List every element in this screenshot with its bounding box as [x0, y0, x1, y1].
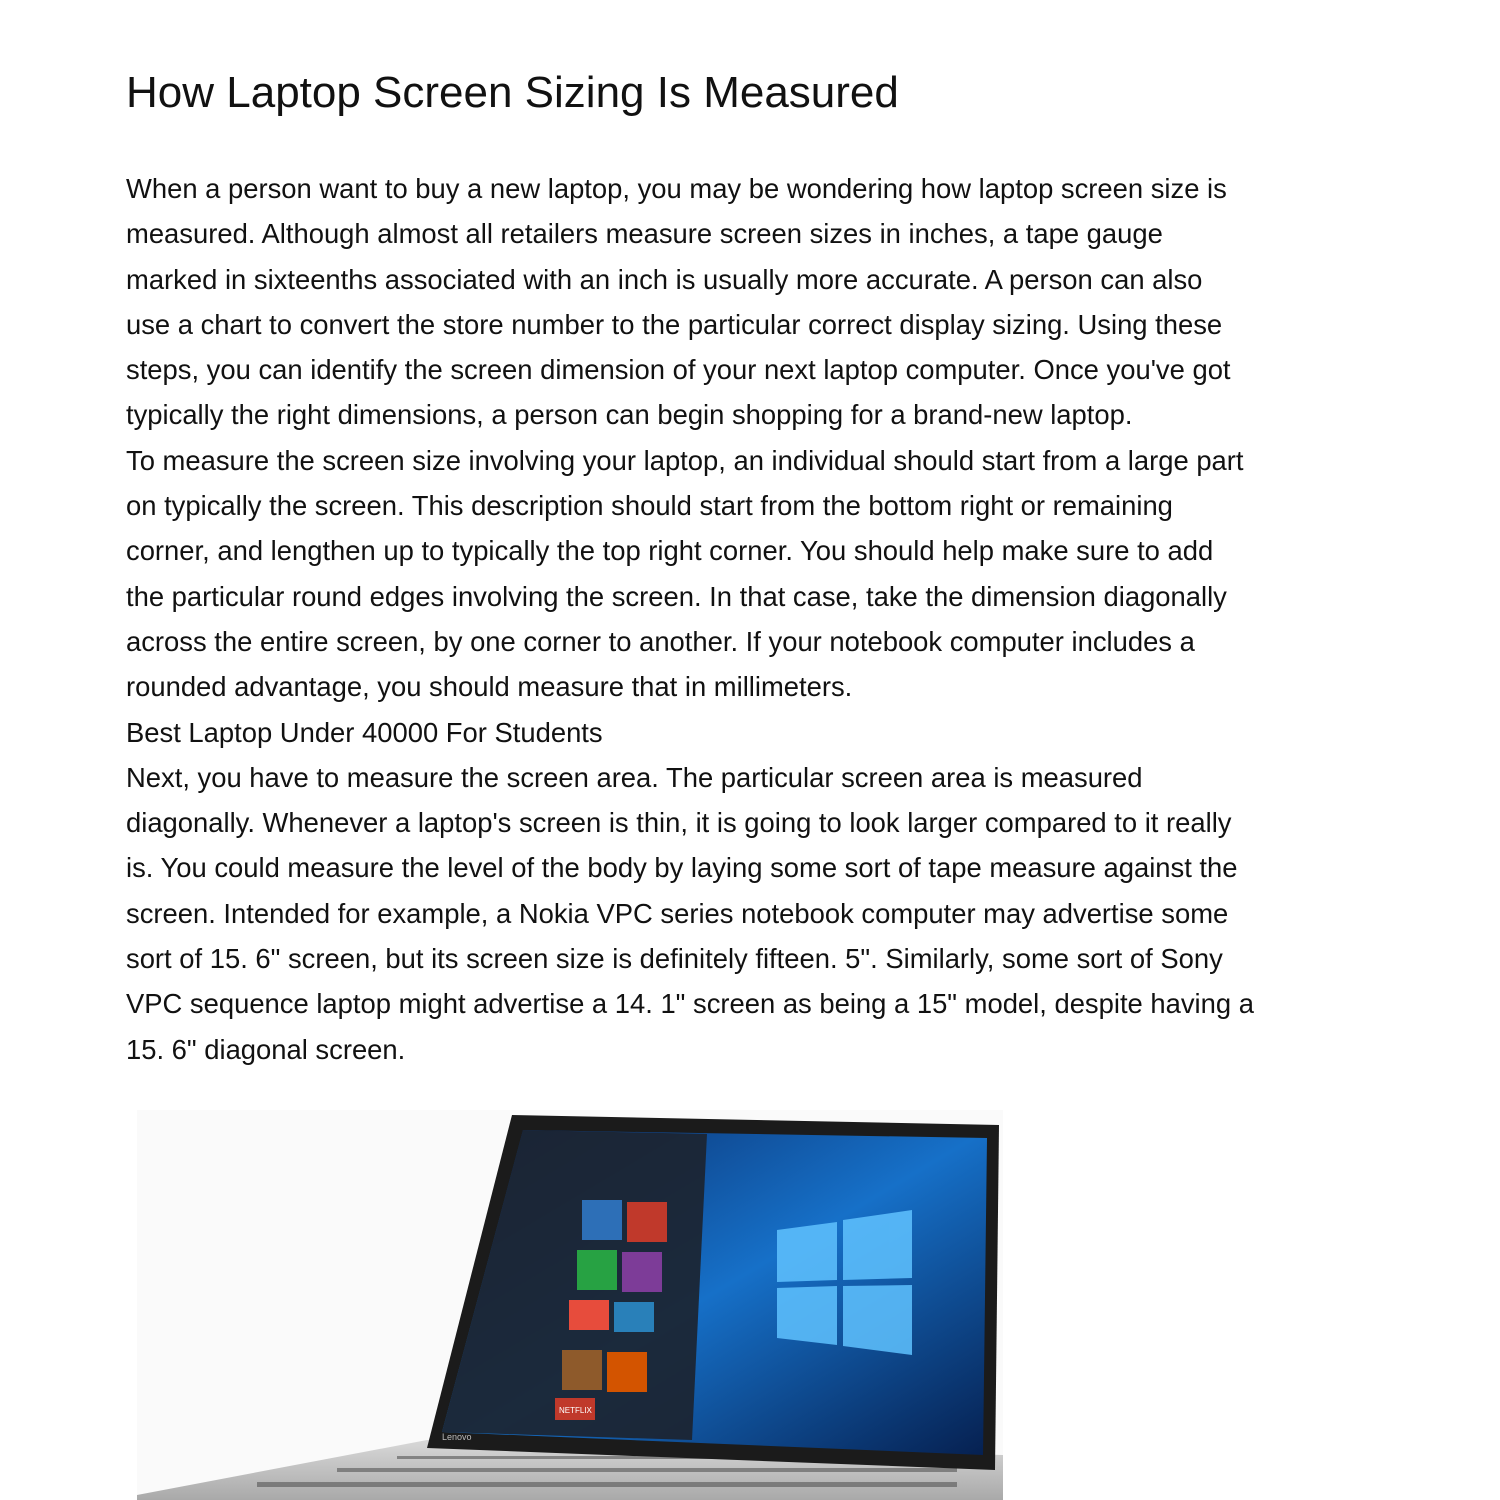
paragraph-1: [126, 166, 1254, 438]
text-line: diagonally. Whenever a laptop's screen is thin, it is going to look larger compared to it really: [126, 807, 1232, 839]
text-line: screen. Intended for example, a Nokia VPC series notebook computer may advertise some: [126, 897, 1229, 929]
text-line: on typically the screen. This description should start from the bottom right or remaining: [126, 490, 1173, 522]
article-body: [126, 166, 1254, 1072]
text-line: When a person want to buy a new laptop, you may be wondering how laptop screen size is: [126, 173, 1227, 204]
text-line: corner, and lengthen up to typically the top right corner. You should help make sure to add: [126, 535, 1214, 567]
laptop-illustration: [137, 1110, 1003, 1500]
text-line: Next, you have to measure the screen area. The particular screen area is measured: [126, 761, 1143, 793]
text-line: rounded advantage, you should measure that in millimeters.: [126, 671, 853, 703]
text-line: measured. Although almost all retailers measure screen sizes in inches, a tape gauge: [126, 218, 1163, 250]
page-title: How Laptop Screen Sizing Is Measured: [126, 68, 899, 117]
laptop-image: [137, 1110, 1003, 1500]
text-line: Best Laptop Under 40000 For Students: [126, 716, 603, 748]
subheading: [126, 710, 1254, 755]
text-line: VPC sequence laptop might advertise a 14. 1" screen as being a 15" model, despite having a: [126, 988, 1254, 1020]
text-line: To measure the screen size involving your laptop, an individual should start from a large part: [126, 444, 1244, 476]
text-line: is. You could measure the level of the body by laying some sort of tape measure against the: [126, 852, 1238, 884]
paragraph-3: [126, 755, 1254, 1072]
text-line: use a chart to convert the store number to the particular correct display sizing. Using these: [126, 308, 1223, 340]
paragraph-2: [126, 438, 1254, 710]
text-line: across the entire screen, by one corner to another. If your notebook computer includes a: [126, 625, 1195, 657]
netflix-tile-label: NETFLIX: [559, 1406, 592, 1415]
text-line: sort of 15. 6" screen, but its screen size is definitely fifteen. 5". Similarly, some sort of Sony: [126, 943, 1223, 975]
text-line: the particular round edges involving the screen. In that case, take the dimension diagonally: [126, 580, 1227, 612]
text-line: steps, you can identify the screen dimension of your next laptop computer. Once you've got: [126, 354, 1231, 386]
brand-label: Lenovo: [442, 1432, 472, 1442]
text-line: marked in sixteenths associated with an inch is usually more accurate. A person can also: [126, 263, 1203, 295]
text-line: typically the right dimensions, a person can begin shopping for a brand-new laptop.: [126, 399, 1133, 431]
text-line: 15. 6" diagonal screen.: [126, 1033, 406, 1065]
